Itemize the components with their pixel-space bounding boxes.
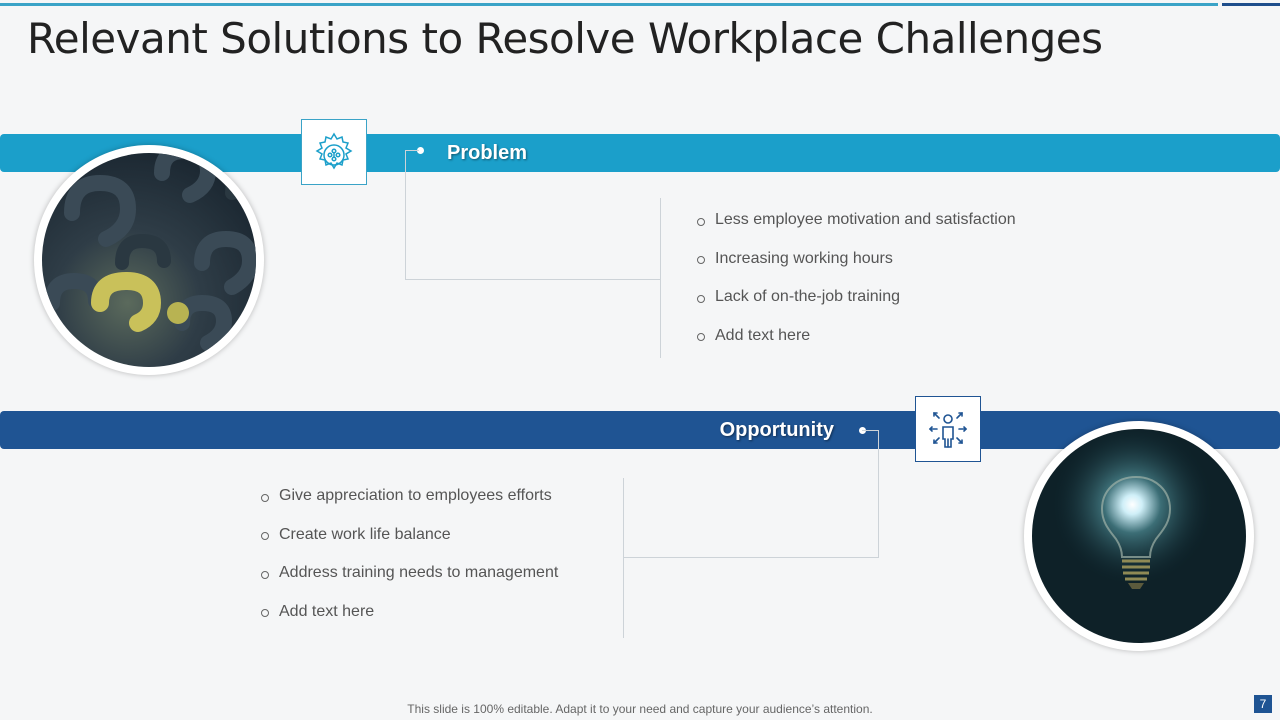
problem-image-frame	[34, 145, 264, 375]
problem-connector-h1	[405, 150, 419, 151]
person-arrows-icon	[924, 405, 972, 453]
problem-connector-h2	[405, 279, 661, 280]
problem-label: Problem	[447, 142, 528, 164]
bullet-icon	[697, 333, 705, 341]
gear-network-icon	[309, 127, 359, 177]
opportunity-connector-v	[878, 430, 879, 558]
list-item: Lack of on-the-job training	[697, 278, 1016, 317]
problem-connector-v	[405, 150, 406, 279]
problem-icon-box	[301, 119, 367, 185]
list-item: Add text here	[261, 593, 558, 632]
list-item: Add text here	[697, 317, 1016, 356]
list-item: Address training needs to management	[261, 554, 558, 593]
bullet-icon	[697, 295, 705, 303]
bullet-icon	[261, 609, 269, 617]
problem-divider	[660, 198, 661, 358]
opportunity-connector-h2	[624, 557, 879, 558]
bullet-icon	[261, 532, 269, 540]
list-item: Less employee motivation and satisfaction	[697, 201, 1016, 240]
bullet-icon	[697, 256, 705, 264]
list-item: Give appreciation to employees efforts	[261, 477, 558, 516]
problem-bullet-list	[697, 201, 1016, 355]
list-item: Create work life balance	[261, 516, 558, 555]
top-accent-line-dark	[1222, 3, 1280, 6]
opportunity-divider	[623, 478, 624, 638]
bullet-icon	[697, 218, 705, 226]
light-bulb-image	[1032, 429, 1246, 643]
list-item: Increasing working hours	[697, 240, 1016, 279]
bullet-icon	[261, 494, 269, 502]
opportunity-connector-h1	[862, 430, 879, 431]
opportunity-icon-box	[915, 396, 981, 462]
page-number: 7	[1254, 695, 1272, 713]
footer-note: This slide is 100% editable. Adapt it to your need and capture your audience’s attention.	[407, 702, 873, 716]
page-title: Relevant Solutions to Resolve Workplace Challenges	[27, 14, 1103, 63]
opportunity-label: Opportunity	[719, 419, 834, 441]
question-marks-image	[42, 153, 256, 367]
top-accent-line	[0, 3, 1218, 6]
bullet-icon	[261, 571, 269, 579]
opportunity-bullet-list	[261, 477, 558, 631]
opportunity-image-frame	[1024, 421, 1254, 651]
